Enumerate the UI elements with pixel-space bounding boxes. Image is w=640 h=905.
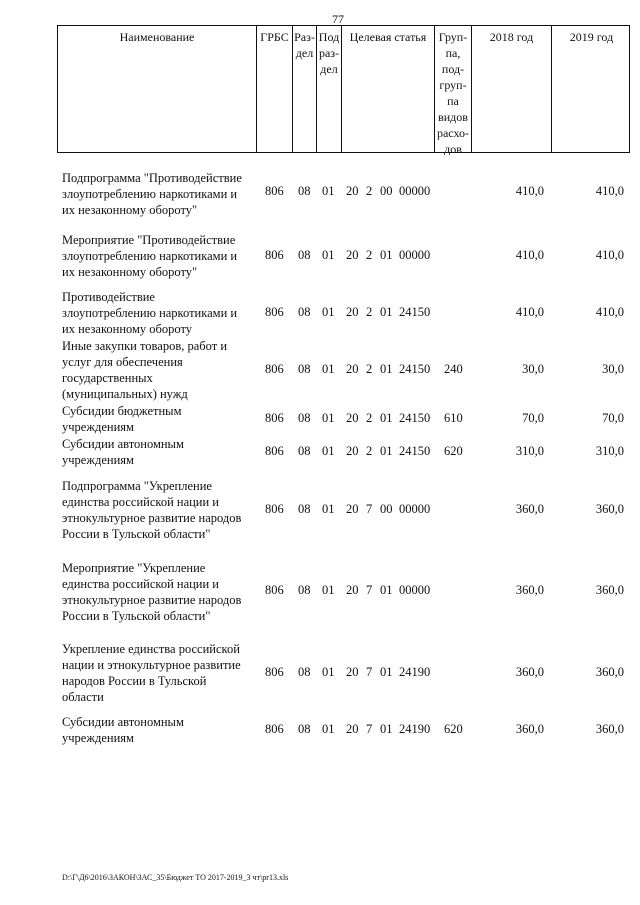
cell-2019: 410,0	[595, 184, 624, 198]
cell-2018: 310,0	[515, 444, 544, 458]
cell-razdel: 08	[298, 665, 311, 679]
cell-cs-subprogram: 2	[366, 362, 373, 376]
cell-cs-program: 20	[346, 184, 359, 198]
cell-cs-program: 20	[346, 665, 359, 679]
row-name: Подпрограмма "Укрепление единства российской нации и этнокультурное развитие народов России в Тульской области"	[62, 479, 242, 541]
cell-2019: 310,0	[595, 444, 624, 458]
row-name: Иные закупки товаров, работ и услуг для обеспечения государственных (муниципальных) нужд	[62, 339, 228, 401]
cell-grbs: 806	[265, 362, 284, 376]
cell-razdel: 08	[298, 722, 311, 736]
cell-podrazdel: 01	[322, 411, 335, 425]
cell-cs-subprogram: 2	[366, 411, 373, 425]
row-name: Укрепление единства российской нации и этнокультурное развитие народов России в Тульской области	[62, 642, 241, 704]
cell-cs-subprogram: 2	[366, 184, 373, 198]
file-path-footer: D:\Г\Д6\2016\ЗАКОН\ЗАС_35\Бюджет ТО 2017-2019_3 чт\pr13.xls	[62, 873, 289, 882]
cell-cs-subprogram: 2	[366, 305, 373, 319]
cell-2019: 30,0	[602, 362, 624, 376]
cell-cs-event: 00	[380, 502, 393, 516]
cell-cs-direction: 24150	[399, 444, 431, 458]
header-target-article: Целевая статья	[342, 26, 435, 152]
cell-cs-event: 01	[380, 444, 393, 458]
cell-2018: 360,0	[515, 722, 544, 736]
cell-group: 610	[444, 411, 463, 425]
cell-grbs: 806	[265, 665, 284, 679]
cell-razdel: 08	[298, 583, 311, 597]
cell-podrazdel: 01	[322, 583, 335, 597]
cell-grbs: 806	[265, 305, 284, 319]
cell-razdel: 08	[298, 444, 311, 458]
cell-2019: 360,0	[595, 722, 624, 736]
cell-cs-program: 20	[346, 444, 359, 458]
cell-2018: 360,0	[515, 502, 544, 516]
cell-podrazdel: 01	[322, 665, 335, 679]
cell-cs-event: 01	[380, 665, 393, 679]
cell-cs-event: 01	[380, 411, 393, 425]
cell-cs-direction: 00000	[399, 248, 431, 262]
cell-grbs: 806	[265, 583, 284, 597]
header-2019: 2019 год	[569, 30, 614, 44]
cell-cs-event: 01	[380, 722, 393, 736]
cell-podrazdel: 01	[322, 444, 335, 458]
cell-2018: 410,0	[515, 305, 544, 319]
cell-2019: 360,0	[595, 502, 624, 516]
cell-razdel: 08	[298, 184, 311, 198]
cell-cs-program: 20	[346, 248, 359, 262]
row-name: Субсидии бюджетным учреждениям	[62, 404, 182, 434]
cell-cs-subprogram: 2	[366, 444, 373, 458]
cell-cs-program: 20	[346, 305, 359, 319]
row-name: Мероприятие "Противодействие злоупотреблению наркотиками и их незаконному обороту"	[62, 233, 238, 279]
cell-razdel: 08	[298, 362, 311, 376]
cell-podrazdel: 01	[322, 305, 335, 319]
header-grbs: ГРБС	[257, 26, 293, 152]
cell-cs-direction: 24190	[399, 722, 431, 736]
cell-cs-program: 20	[346, 362, 359, 376]
cell-grbs: 806	[265, 411, 284, 425]
cell-cs-direction: 24150	[399, 362, 431, 376]
cell-cs-event: 01	[380, 583, 393, 597]
cell-grbs: 806	[265, 444, 284, 458]
cell-razdel: 08	[298, 502, 311, 516]
cell-2019: 410,0	[595, 305, 624, 319]
cell-cs-subprogram: 7	[366, 583, 373, 597]
cell-2019: 360,0	[595, 665, 624, 679]
cell-cs-event: 01	[380, 362, 393, 376]
row-name: Мероприятие "Укрепление единства российской нации и этнокультурное развитие народов России в Тульской области"	[62, 561, 242, 623]
header-name: Наименование	[58, 26, 257, 152]
cell-razdel: 08	[298, 248, 311, 262]
row-name: Субсидии автономным учреждениям	[62, 715, 184, 745]
cell-2019: 70,0	[602, 411, 624, 425]
cell-grbs: 806	[265, 184, 284, 198]
cell-2019: 410,0	[595, 248, 624, 262]
cell-2018: 410,0	[515, 248, 544, 262]
cell-cs-subprogram: 7	[366, 665, 373, 679]
cell-cs-event: 00	[380, 184, 393, 198]
header-razdel: Раз- дел	[293, 26, 317, 152]
cell-cs-direction: 00000	[399, 502, 431, 516]
cell-cs-direction: 24150	[399, 411, 431, 425]
cell-podrazdel: 01	[322, 184, 335, 198]
cell-2018: 410,0	[515, 184, 544, 198]
cell-cs-program: 20	[346, 411, 359, 425]
cell-cs-subprogram: 7	[366, 502, 373, 516]
cell-2018: 360,0	[515, 583, 544, 597]
row-name: Противодействие злоупотреблению наркотиками и их незаконному обороту	[62, 290, 238, 336]
cell-group: 620	[444, 722, 463, 736]
cell-cs-program: 20	[346, 722, 359, 736]
cell-2019: 360,0	[595, 583, 624, 597]
cell-cs-direction: 00000	[399, 583, 431, 597]
header-group: Груп- па, под- груп- па видов расхо- дов	[435, 26, 472, 152]
cell-2018: 70,0	[522, 411, 544, 425]
header-podrazdel: Под раз- дел	[317, 26, 342, 152]
cell-cs-program: 20	[346, 583, 359, 597]
cell-2018: 30,0	[522, 362, 544, 376]
cell-2018: 360,0	[515, 665, 544, 679]
cell-cs-direction: 24190	[399, 665, 431, 679]
cell-podrazdel: 01	[322, 362, 335, 376]
cell-group: 240	[444, 362, 463, 376]
cell-cs-direction: 00000	[399, 184, 431, 198]
cell-podrazdel: 01	[322, 502, 335, 516]
cell-podrazdel: 01	[322, 722, 335, 736]
row-name: Субсидии автономным учреждениям	[62, 437, 184, 467]
row-name: Подпрограмма "Противодействие злоупотреблению наркотиками и их незаконному обороту"	[62, 171, 242, 217]
header-2018: 2018 год	[472, 26, 552, 152]
cell-razdel: 08	[298, 305, 311, 319]
cell-cs-subprogram: 2	[366, 248, 373, 262]
cell-podrazdel: 01	[322, 248, 335, 262]
cell-grbs: 806	[265, 248, 284, 262]
cell-cs-subprogram: 7	[366, 722, 373, 736]
cell-grbs: 806	[265, 722, 284, 736]
cell-cs-program: 20	[346, 502, 359, 516]
cell-razdel: 08	[298, 411, 311, 425]
cell-cs-event: 01	[380, 248, 393, 262]
page-number: 77	[332, 12, 344, 26]
cell-cs-event: 01	[380, 305, 393, 319]
table-header	[57, 25, 630, 156]
cell-grbs: 806	[265, 502, 284, 516]
cell-group: 620	[444, 444, 463, 458]
cell-cs-direction: 24150	[399, 305, 431, 319]
